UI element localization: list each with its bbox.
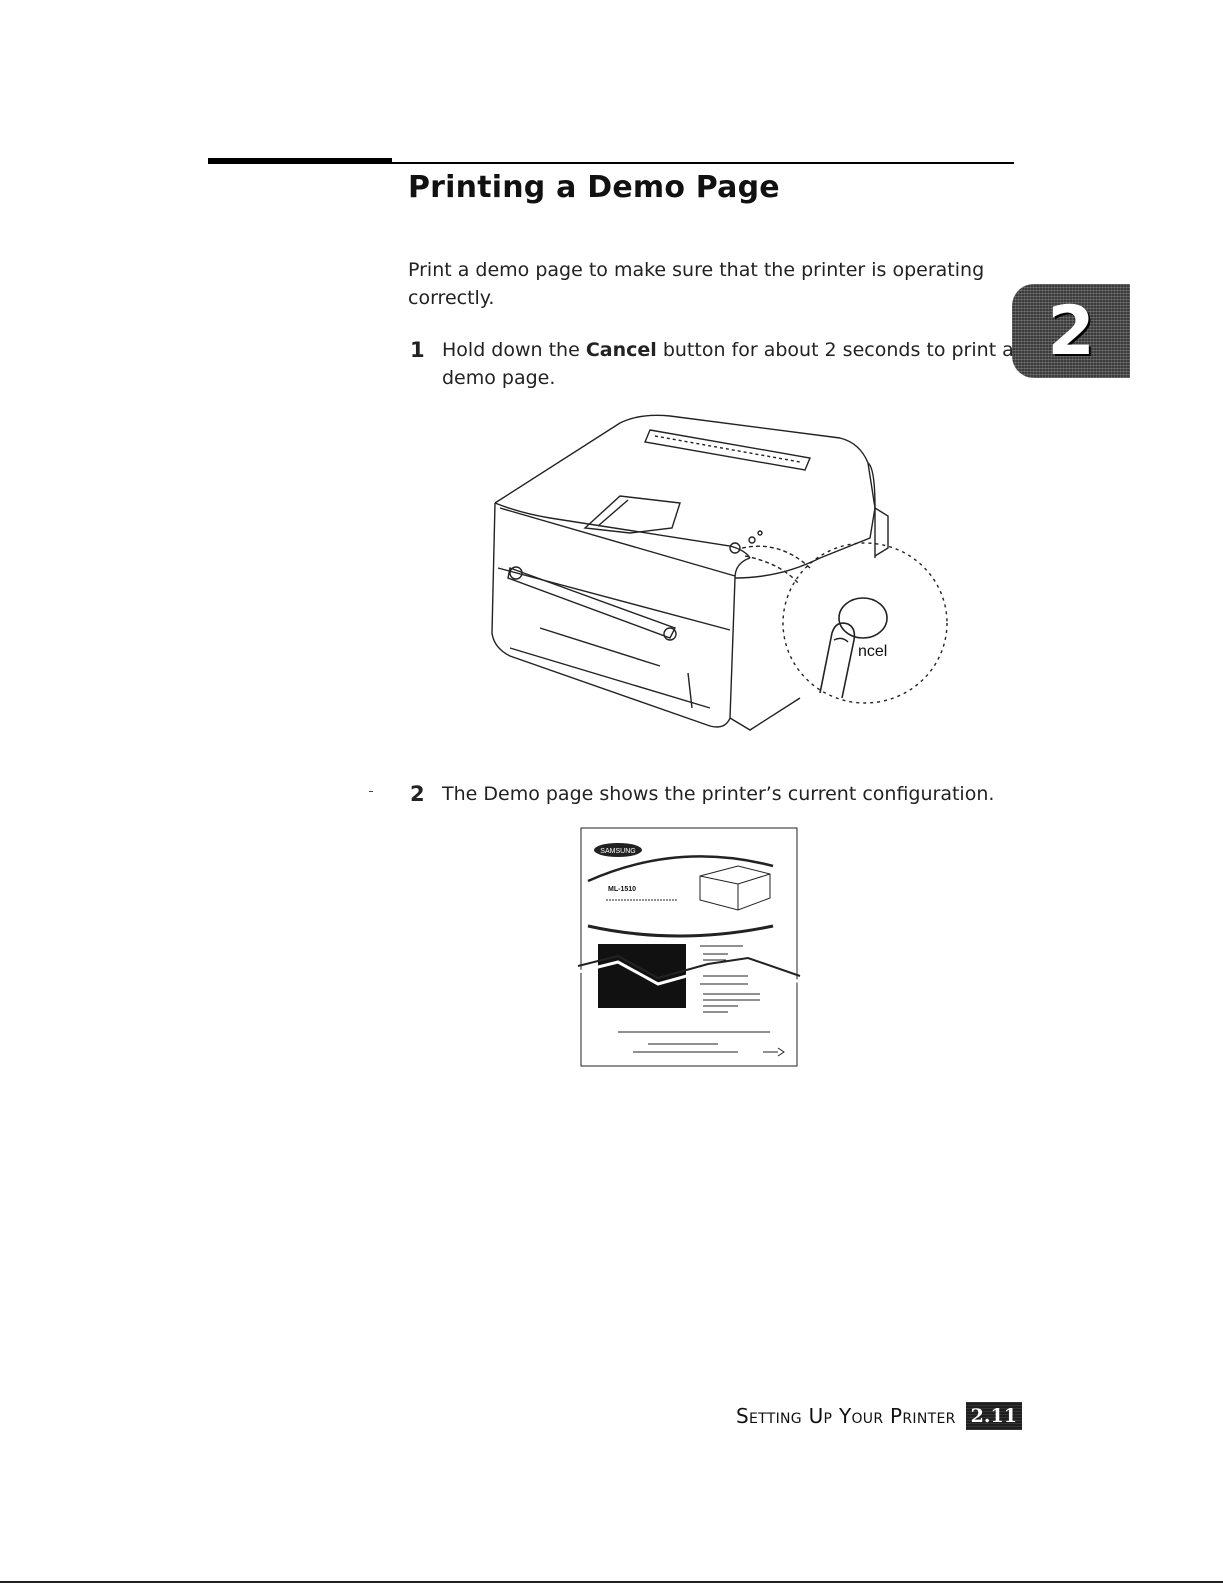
chapter-tab: [1012, 284, 1130, 378]
cancel-button-label: Cancel: [585, 339, 657, 361]
printer-illustration: [480, 408, 960, 738]
step-text: [442, 336, 1027, 392]
intro-paragraph: Print a demo page to make sure that the printer is operating correctly.: [408, 259, 985, 309]
footer-page-number: 2.11: [966, 1402, 1022, 1430]
step-number: 2: [410, 782, 425, 806]
chapter-number: 2: [1047, 291, 1095, 371]
page-title: Printing a Demo Page: [408, 170, 780, 205]
header-rule-thin: [392, 162, 1014, 164]
step-text-after: button for about 2 seconds to print a demo page.: [442, 339, 1014, 389]
demo-page-illustration: [578, 826, 806, 1072]
step-text: The Demo page shows the printer’s current configuration.: [442, 783, 995, 805]
page-footer: [736, 1402, 1022, 1430]
callout-label: ncel: [858, 643, 888, 660]
footer-section-name: Setting Up Your Printer: [736, 1404, 956, 1428]
stray-mark: [369, 791, 373, 792]
step-text-before: Hold down the: [442, 339, 586, 361]
model-label: ML-1510: [608, 886, 637, 893]
brand-logo: SAMSUNG: [600, 848, 636, 855]
scan-edge-line: [0, 1581, 1223, 1583]
header-rule-thick: [208, 158, 392, 164]
step-number: 1: [410, 338, 425, 362]
